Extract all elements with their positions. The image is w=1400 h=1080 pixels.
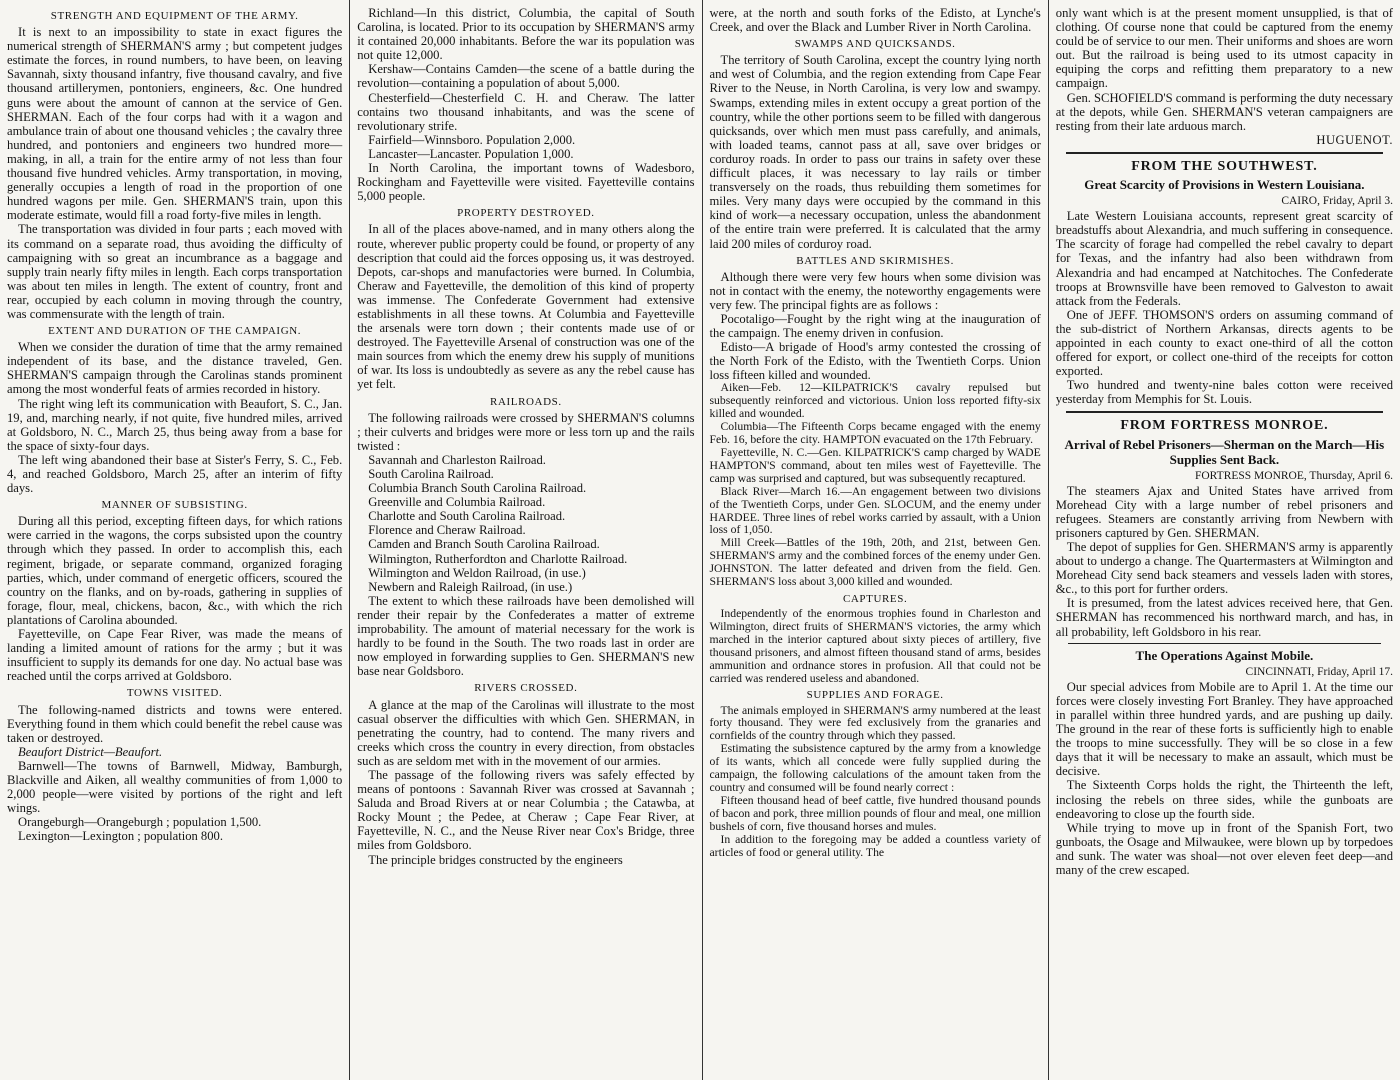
subheading: The Operations Against Mobile. [1135, 647, 1314, 663]
paragraph: Edisto—A brigade of Hood's army contested the crossing of the North Fork of the Edisto, with the Twentieth Corps. Union loss fifteen killed and wounded. [709, 340, 1041, 383]
railroad-list [357, 453, 694, 594]
section-heading: RIVERS CROSSED. [474, 682, 578, 695]
paragraph: Kershaw—Contains Camden—the scene of a battle during the revolution—containing a population of about 5,000. [357, 62, 695, 91]
section-heading: SUPPLIES AND FORAGE. [806, 689, 944, 702]
paragraph: While trying to move up in front of the Spanish Fort, two gunboats, the Osage and Milwaukee, were blown up by torpedoes and sunk. The water was shoal—not over eleven feet deep—and many of the crew escaped. [1055, 820, 1394, 877]
list-item: Savannah and Charleston Railroad. [368, 452, 546, 467]
paragraph: Although there were very few hours when some division was not in contact with the enemy, the noteworthy engagements were very few. The principal fights are as follows : [709, 269, 1041, 312]
section-heading: BATTLES AND SKIRMISHES. [796, 254, 954, 267]
paragraph: Gen. SCHOFIELD'S command is performing the duty necessary at the depots, while Gen. SHERMAN'S veteran campaigners are resting from their late arduous march. [1055, 90, 1394, 133]
dateline: FORTRESS MONROE, Thursday, April 6. [1194, 469, 1394, 482]
paragraph: Black River—March 16.—An engagement between two divisions of the Twentieth Corps, under Gen. SLOCUM, and the enemy under HARDEE. Three lines of rebel works carried by assault, with a Union loss of 1,050. [709, 484, 1041, 537]
paragraph: Mill Creek—Battles of the 19th, 20th, and 21st, between Gen. SHERMAN'S army and the combined forces of the enemy under Gen. JOHNSTON. The latter defeated and driven from the field. Gen. SHERMAN'S loss about 3,000 killed and wounded. [709, 536, 1041, 589]
dateline: CINCINNATI, Friday, April 17. [1245, 665, 1394, 678]
paragraph: In North Carolina, the important towns of Wadesboro, Rockingham and Fayetteville were visited. Fayetteville contains 5,000 people. [357, 161, 695, 204]
supplies-text [710, 705, 1041, 860]
paragraph: The Sixteenth Corps holds the right, the Thirteenth the left, inclosing the rebels on three sides, while the gunboats are endeavoring to close up the fourth side. [1055, 778, 1394, 821]
paragraph: Fairfield—Winnsboro. Population 2,000. [368, 132, 576, 147]
paragraph: It is presumed, from the latest advices received here, that Gen. SHERMAN has recommenced his northward march, and has, in all probability, left Goldsboro in his rear. [1055, 596, 1394, 639]
paragraph: Chesterfield—Chesterfield C. H. and Cheraw. The latter contains two thousand inhabitants, and was the scene of revolutionary strife. [357, 90, 695, 133]
divider [1066, 152, 1383, 154]
list-item: Wilmington, Rutherfordton and Charlotte Railroad. [368, 551, 628, 566]
paragraph: Independently of the enormous trophies found in Charleston and Wilmington, direct fruits of SHERMAN'S victories, the army which marched in the interior captured about sixty pieces of artillery, five thousand prisoners, and almost fifteen thousand stand of arms, besides ammunition and ordnance stores in profusion. All that could not be carried was rendered useless and abandoned. [709, 607, 1041, 685]
paragraph: Fifteen thousand head of beef cattle, five hundred thousand pounds of bacon and pork, three million pounds of flour and meal, one million bushels of corn, five thousand horses and mules. [709, 793, 1041, 833]
list-item: Columbia Branch South Carolina Railroad. [368, 481, 587, 496]
paragraph: In addition to the foregoing may be added a countless variety of articles of food or general utility. The [709, 832, 1041, 859]
divider [1068, 643, 1381, 644]
section-heading: PROPERTY DESTROYED. [457, 207, 595, 220]
paragraph: The left wing abandoned their base at Sister's Ferry, S. C., Feb. 4, and reached Goldsboro, March 25, after an interim of fifty days. [7, 452, 343, 496]
paragraph: In all of the places above-named, and in many others along the route, wherever public property could be found, or property of any description that could aid the forces opposing us, it was destroyed. Depots, car-shops and manufactories were burned. In Columbia, Cheraw and Fayetteville, the demolition of this kind of property was immense. The Confederate Government had extensive establishments in all these towns. At Columbia and Fayetteville the arsenals were torn down ; their contents made use of or destroyed. The Fayetteville Arsenal of construction was one of the main sources from which the enemy drew his supply of munitions of war. Its loss is undoubtedly as severe as any the rebel cause has yet felt. [357, 222, 695, 392]
paragraph: Beaufort District—Beaufort. [18, 744, 163, 759]
paragraph: It is next to an impossibility to state in exact figures the numerical strength of SHERMAN'S army ; but competent judges estimate the forces, in round numbers, to have been, on leaving Savannah, sixty thousand infantry, five thousand cavalry, and five thousand artillerymen, pontoniers, engineers, &c. One hundred guns were about the amount of cannon at the service of Gen. SHERMAN. Each of the four corps had with it a wagon and ambulance train of about one thousand vehicles ; the cavalry three hundred, and pontoniers and engineers two hundred more—making, in all, a train for the entire army of not less than four thousand five hundred vehicles. Army transportation, in moving, generally occupies a length of road in the proportion of one hundred wagons per mile. Gen. SHERMAN'S train, upon this moderate estimate, would fill a road forty-five miles in length. [7, 25, 343, 223]
paragraph: Lexington—Lexington ; population 800. [18, 829, 223, 844]
paragraph: A glance at the map of the Carolinas will illustrate to the most casual observer the difficulties with which Gen. SHERMAN, in penetrating the country, had to contend. The many rivers and creeks which cross the country in every direction, from obstacles such as are seldom met with in the movement of our armies. [357, 697, 695, 768]
paragraph: The following railroads were crossed by SHERMAN'S columns ; their culverts and bridges were more or less torn up and the rails twisted : [357, 410, 695, 453]
paragraph: Barnwell—The towns of Barnwell, Midway, Bamburgh, Blackville and Aiken, all wealthy communities of from 1,000 to 2,000 people—were visited by portions of the right and left wings. [7, 758, 343, 816]
paragraph: were, at the north and south forks of the Edisto, at Lynche's Creek, and over the Black and Lumber River in North Carolina. [709, 6, 1041, 35]
column-4 [1049, 0, 1400, 1080]
paragraph: Lancaster—Lancaster. Population 1,000. [368, 146, 574, 161]
list-item: Wilmington and Weldon Railroad, (in use.) [368, 565, 586, 580]
divider [1066, 411, 1383, 413]
paragraph: Late Western Louisiana accounts, represent great scarcity of breadstuffs about Alexandria, and much suffering in consequence. The scarcity of forage had compelled the rebel cavalry to depart for Texas, and the infantry had also been withdrawn from Alexandria and had encamped at Natchitoches. The Confederate troops at Brownsville have been removed to Galveston to await attack from the Federals. [1055, 209, 1394, 308]
paragraph: Richland—In this district, Columbia, the capital of South Carolina, is located. Prior to its occupation by SHERMAN'S army it contained 20,000 inhabitants. Before the war its population was not quite 12,000. [357, 6, 695, 63]
dateline: CAIRO, Friday, April 3. [1281, 195, 1394, 208]
paragraph: Estimating the subsistence captured by the army from a knowledge of its wants, which all concede were fully supplied during the campaign, the following calculations of the amount taken from the country and consumed will be found nearly correct : [709, 742, 1041, 794]
paragraph: Fayetteville, N. C.—Gen. KILPATRICK'S camp charged by WADE HAMPTON'S command, about ten miles west of Fayetteville. The camp was surprised and captured, but was subsequently recaptured. [709, 445, 1041, 485]
paragraph: When we consider the duration of time that the army remained independent of its base, and the distance traveled, Gen. SHERMAN'S campaign through the Carolinas stands prominent among the most wonderful feats of armies recorded in history. [7, 340, 343, 397]
section-heading: TOWNS VISITED. [126, 687, 223, 700]
paragraph: Our special advices from Mobile are to April 1. At the time our forces were closely investing Fort Branley. They have approached in parallel within three hundred yards, and are pushing up daily. The ground in the rear of these forts is sufficiently high to enable the troops to mine successfully. They will be so close in a few days that it will be necessary to make an assault, which must be decisive. [1055, 679, 1394, 779]
paragraph: Aiken—Feb. 12—KILPATRICK'S cavalry repulsed but subsequently reinforced and victorious. Union loss reported fifty-six killed and wounded. [709, 381, 1041, 421]
paragraph: The right wing left its communication with Beaufort, S. C., Jan. 19, and, marching nearly, if not quite, five hundred miles, arrived at Goldsboro, N. C., March 25, thus being away from a base for the space of sixty-four days. [7, 396, 343, 453]
paragraph: The following-named districts and towns were entered. Everything found in them which could benefit the rebel cause was taken or destroyed. [7, 702, 343, 745]
captures-text [710, 608, 1041, 685]
paragraph: Two hundred and twenty-nine bales cotton were received yesterday from Memphis for St. Louis. [1055, 378, 1394, 407]
section-heading: EXTENT AND DURATION OF THE CAMPAIGN. [48, 325, 302, 338]
section-heading: CAPTURES. [842, 592, 908, 605]
list-item: Camden and Branch South Carolina Railroad. [368, 537, 600, 552]
paragraph: The territory of South Carolina, except the country lying north and west of Columbia, and the region extending from Cape Fear River to the Neuse, in North Carolina, is very low and swampy. Swamps, extending miles in extent occupy a great portion of the country, while the other portions seem to be filled with dangerous quicksands, over which men must pass carefully, and animals, with loaded teams, cannot pass at all, save over bridges or corduroy roads. In order to pass our trains in safety over these difficult places, it was necessary to lay rails or timber transversely on the roads, thus rebuilding them sometimes for miles. Very many days were occupied by the command in this kind of work—a necessary occupation, unless the abandonment of the entire train were preferred. It is calculated that the army laid 200 miles of corduroy road. [709, 53, 1041, 251]
paragraph: only want which is at the present moment unsupplied, is that of clothing. Of course none that could be captured from the enemy could be of service to our men. Their uniforms and shoes are worn out. But the railroad is being used to its utmost capacity in equiping the corps and refitting them preparatory to a new campaign. [1055, 6, 1394, 91]
list-item: Charlotte and South Carolina Railroad. [368, 509, 566, 524]
paragraph: The steamers Ajax and United States have arrived from Morehead City with a large number of rebel prisoners and refugees. Steamers are constantly arriving from Newbern with prisoners captured by Gen. SHERMAN. [1055, 483, 1394, 540]
paragraph: Fayetteville, on Cape Fear River, was made the means of landing a limited amount of rations for the army ; but it was insufficient to supply its demands for one day. No actual base was reached until the corps arrived at Goldsboro. [7, 627, 343, 684]
list-item: Newbern and Raleigh Railroad, (in use.) [368, 579, 573, 594]
paragraph: The passage of the following rivers was safely effected by means of pontoons : Savannah River was crossed at Savannah ; Saluda and Broad Rivers at or near Columbia ; the Catawba, at Rocky Mount ; the Pedee, at Cheraw ; Cape Fear River, at Fayetteville, N. C., and the Neuse River near Cox's Bridge, three miles from Goldsboro. [357, 767, 695, 853]
paragraph: The principle bridges constructed by the engineers [368, 852, 623, 867]
column-3 [703, 0, 1048, 1080]
paragraph: The transportation was divided in four parts ; each moved with its command on a separate road, thus avoiding the difficulty of campaigning with so great an incumbrance as a baggage and supply train nearly fifty miles in length. Each corps transportation was about ten miles in length. The extent of country, front and rear, occupied by each column in moving through the country, was commensurate with the length of train. [7, 222, 343, 321]
paragraph: Orangeburgh—Orangeburgh ; population 1,500. [18, 815, 262, 830]
section-heading: STRENGTH AND EQUIPMENT OF THE ARMY. [50, 10, 299, 22]
paragraph: The depot of supplies for Gen. SHERMAN'S army is apparently about to undergo a change. The Quartermasters at Wilmington and Morehead City send back steamers and vessels laden with stores, &c., to this port for further orders. [1055, 540, 1394, 597]
list-item: Florence and Cheraw Railroad. [368, 523, 526, 538]
battle-list [710, 382, 1041, 589]
section-heading: SWAMPS AND QUICKSANDS. [794, 38, 956, 51]
subheading: Great Scarcity of Provisions in Western Louisiana. [1084, 177, 1365, 193]
signature: HUGUENOT. [1316, 132, 1394, 147]
section-heading: MANNER OF SUBSISTING. [101, 499, 248, 512]
list-item: South Carolina Railroad. [368, 467, 494, 481]
paragraph: The extent to which these railroads have been demolished will render their repair by the Confederates a matter of extreme improbability. The amount of material necessary for the work is hardly to be found in the South. The two roads last in order are now employed in forwarding supplies to Gen. SHERMAN'S new base near Goldsboro. [357, 593, 695, 679]
column-1 [0, 0, 349, 1080]
subheading: Arrival of Rebel Prisoners—Sherman on the March—His Supplies Sent Back. [1064, 436, 1385, 467]
section-heading: FROM THE SOUTHWEST. [1131, 158, 1318, 174]
paragraph: The animals employed in SHERMAN'S army numbered at the least forty thousand. They were fed exclusively from the granaries and cornfields of the country through which they passed. [709, 703, 1041, 743]
paragraph: One of JEFF. THOMSON'S orders on assuming command of the sub-district of Northern Arkansas, directs agents to be appointed in each county to exact one-third of all the cotton offered for export, or collect one-third of the receipts for cotton exported. [1055, 307, 1394, 379]
section-heading: FROM FORTRESS MONROE. [1120, 418, 1329, 434]
paragraph: Pocotaligo—Fought by the right wing at the inauguration of the campaign. The enemy driven in confusion. [709, 311, 1041, 341]
paragraph: During all this period, excepting fifteen days, for which rations were carried in the wagons, the corps subsisted upon the country through which they passed. In order to accomplish this, each regiment, brigade, or separate command, organized foraging parties, which, under command of energetic officers, scoured the country on the flanks, and on by-roads, gathering in supplies of forage, flour, meal, chickens, bacon, &c., with which the rich plantations of Carolina abounded. [7, 514, 343, 627]
column-2 [350, 0, 701, 1080]
list-item: Greenville and Columbia Railroad. [368, 495, 546, 510]
section-heading: RAILROADS. [490, 395, 562, 408]
paragraph: Columbia—The Fifteenth Corps became engaged with the enemy Feb. 16, before the city. HAMPTON evacuated on the 17th February. [709, 420, 1041, 447]
